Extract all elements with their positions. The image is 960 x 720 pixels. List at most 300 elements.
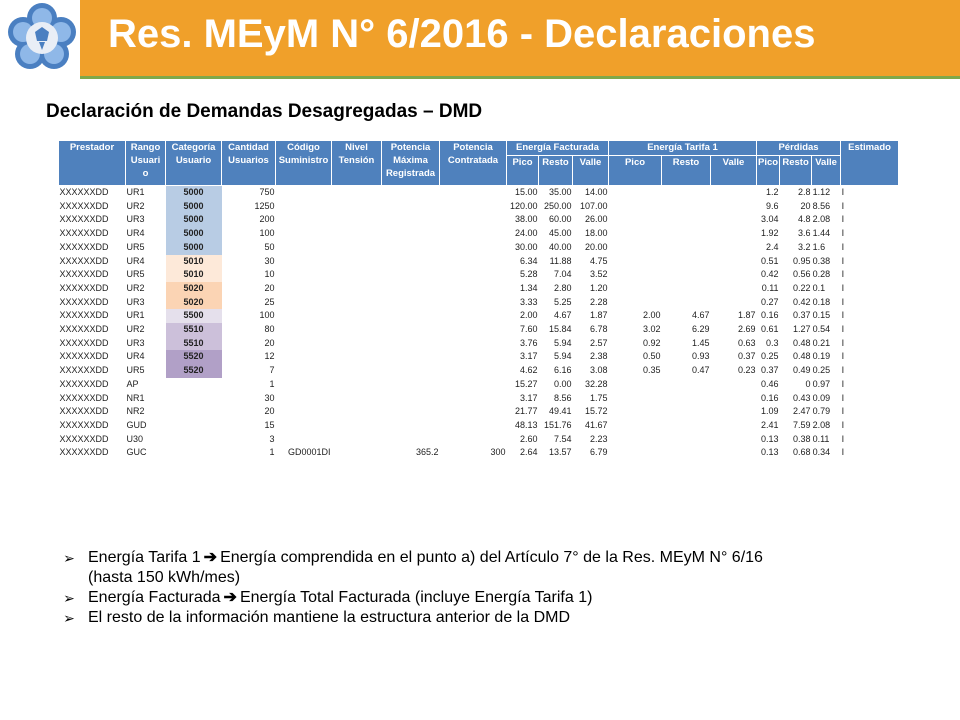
cell-ef-pico: 6.34 (519, 255, 538, 266)
cell-estimado: I (841, 214, 845, 225)
cell-codigo (276, 350, 332, 364)
cell-et-valle: 2.69 (737, 324, 756, 335)
cell-p-resto: 0 (805, 378, 811, 389)
cell-estimado: I (841, 255, 845, 266)
cell-nivel (332, 378, 382, 392)
note-continuation: (hasta 150 kWh/mes) (88, 569, 241, 586)
cell-prestador: XXXXXXDD (59, 378, 109, 389)
cell-ef-valle: 26.00 (584, 214, 608, 225)
cell-ef-resto: 7.04 (553, 269, 572, 280)
cell-potencia-contratada (440, 200, 507, 214)
table-row (59, 433, 899, 447)
cell-estimado: I (841, 433, 845, 444)
table-row (59, 337, 899, 351)
table-row (59, 392, 899, 406)
cell-estimado: I (841, 406, 845, 417)
cell-categoria: 5510 (166, 323, 222, 337)
cell-cantidad: 12 (264, 351, 275, 362)
cell-p-valle: 2.08 (812, 214, 831, 225)
cell-codigo (276, 213, 332, 227)
cell-p-valle: 1.44 (812, 228, 831, 239)
cell-rango: UR3 (126, 337, 145, 348)
cell-p-valle: 0.38 (812, 255, 831, 266)
cell-ef-valle: 107.00 (579, 200, 608, 211)
cell-potencia-maxima (382, 255, 440, 269)
cell-et-valle (711, 433, 757, 447)
cell-et-pico: 0.92 (642, 337, 661, 348)
cell-cantidad: 25 (264, 296, 275, 307)
cell-prestador: XXXXXXDD (59, 269, 109, 280)
cell-potencia-contratada (440, 268, 507, 282)
cell-categoria: 5000 (166, 200, 222, 214)
cell-potencia-maxima (382, 378, 440, 392)
cell-ef-pico: 15.00 (514, 187, 538, 197)
cell-potencia-maxima (382, 392, 440, 406)
cell-estimado: I (841, 187, 845, 197)
cell-potencia-contratada (440, 433, 507, 447)
cell-et-resto: 1.45 (691, 337, 710, 348)
cell-rango: GUD (126, 419, 147, 430)
cell-ef-valle: 6.78 (589, 324, 608, 335)
cell-codigo (276, 405, 332, 419)
cell-categoria (166, 378, 222, 392)
cell-nivel (332, 392, 382, 406)
cell-p-resto: 20 (800, 200, 811, 211)
cell-et-resto (662, 392, 711, 406)
cell-p-resto: 0.42 (793, 296, 811, 307)
cell-et-resto (662, 446, 711, 460)
cell-et-pico (609, 241, 662, 255)
cell-codigo (276, 241, 332, 255)
cell-et-valle (711, 227, 757, 241)
cell-et-valle (711, 282, 757, 296)
dmd-table (58, 140, 899, 460)
cell-estimado: I (841, 228, 845, 239)
cell-p-pico: 0.16 (761, 392, 779, 403)
cell-potencia-contratada (440, 378, 507, 392)
cell-cantidad: 80 (264, 324, 275, 335)
cell-p-valle: 0.34 (812, 447, 831, 458)
cell-p-valle: 0.21 (812, 337, 831, 348)
cell-et-pico (609, 405, 662, 419)
cell-potencia-contratada (440, 282, 507, 296)
header-potencia-contratada: Potencia Contratada (440, 141, 507, 186)
header-ef-valle: Valle (573, 156, 609, 186)
cell-nivel (332, 227, 382, 241)
header-perdidas: Pérdidas (757, 141, 841, 156)
table-row (59, 268, 899, 282)
cell-p-pico: 1.09 (761, 406, 779, 417)
cell-ef-resto: 49.41 (548, 406, 572, 417)
cell-rango: UR5 (126, 241, 145, 252)
cell-prestador: XXXXXXDD (59, 419, 109, 430)
cell-potencia-contratada (440, 241, 507, 255)
cell-cantidad: 30 (264, 255, 275, 266)
cell-codigo (276, 378, 332, 392)
cell-codigo (276, 323, 332, 337)
cell-ef-pico: 2.00 (519, 310, 538, 321)
cell-potencia-contratada: 300 (490, 447, 506, 458)
cell-potencia-contratada (440, 337, 507, 351)
cell-p-resto: 0.43 (793, 392, 811, 403)
cell-prestador: XXXXXXDD (59, 187, 109, 197)
cell-codigo (276, 392, 332, 406)
cell-et-valle: 0.63 (737, 337, 756, 348)
cell-potencia-maxima (382, 350, 440, 364)
cell-ef-resto: 250.00 (543, 200, 572, 211)
note-text: El resto de la información mantiene la estructura anterior de la DMD (88, 609, 570, 626)
header-categoria: Categoría Usuario (166, 141, 222, 186)
cell-p-valle: 0.15 (812, 310, 831, 321)
header-et-valle: Valle (711, 156, 757, 186)
cell-cantidad: 50 (264, 241, 275, 252)
cell-et-resto (662, 186, 711, 200)
cell-et-valle (711, 446, 757, 460)
cell-p-resto: 7.59 (793, 419, 811, 430)
cell-et-valle: 1.87 (737, 310, 756, 321)
cell-p-resto: 0.48 (793, 337, 811, 348)
table-row (59, 296, 899, 310)
cell-ef-pico: 2.60 (519, 433, 538, 444)
cell-prestador: XXXXXXDD (59, 337, 109, 348)
cell-codigo (276, 337, 332, 351)
cell-ef-valle: 3.52 (589, 269, 608, 280)
cell-prestador: XXXXXXDD (59, 324, 109, 335)
cell-p-resto: 2.8 (798, 187, 811, 197)
cell-ef-valle: 1.20 (589, 282, 608, 293)
cell-rango: UR2 (126, 282, 145, 293)
cell-et-resto (662, 255, 711, 269)
cell-potencia-maxima: 365.2 (415, 447, 439, 458)
cell-et-resto (662, 200, 711, 214)
cell-potencia-maxima (382, 323, 440, 337)
notes-list (62, 548, 763, 628)
cell-ef-pico: 15.27 (514, 378, 538, 389)
cell-prestador: XXXXXXDD (59, 200, 109, 211)
arrow-bullet-icon: ➢ (63, 610, 75, 626)
table-row (59, 378, 899, 392)
cell-nivel (332, 282, 382, 296)
cell-et-pico (609, 419, 662, 433)
cell-et-pico (609, 268, 662, 282)
cell-estimado: I (841, 241, 845, 252)
cell-et-pico (609, 200, 662, 214)
cell-p-valle: 0.28 (812, 269, 831, 280)
cell-prestador: XXXXXXDD (59, 351, 109, 362)
cell-ef-pico: 3.76 (519, 337, 538, 348)
note-item (62, 548, 763, 568)
table-row (59, 309, 899, 323)
cell-ef-resto: 60.00 (548, 214, 572, 225)
cell-estimado: I (841, 378, 845, 389)
cell-p-resto: 0.22 (793, 282, 811, 293)
cell-nivel (332, 255, 382, 269)
cell-cantidad: 15 (264, 419, 275, 430)
cell-codigo (276, 227, 332, 241)
cell-nivel (332, 200, 382, 214)
cell-p-resto: 2.47 (793, 406, 811, 417)
cell-potencia-contratada (440, 364, 507, 378)
cell-et-pico (609, 392, 662, 406)
cell-codigo (276, 255, 332, 269)
cell-cantidad: 1250 (254, 200, 275, 211)
cell-nivel (332, 350, 382, 364)
cell-ef-valle: 3.08 (589, 365, 608, 376)
header-cantidad: Cantidad Usuarios (222, 141, 276, 186)
cell-estimado: I (841, 296, 845, 307)
cell-codigo: GD0001DI (287, 447, 331, 458)
cell-cantidad: 7 (269, 365, 275, 376)
cell-p-valle: 1.6 (812, 241, 826, 252)
cell-estimado: I (841, 200, 845, 211)
cell-codigo (276, 282, 332, 296)
cell-p-resto: 0.49 (793, 365, 811, 376)
cell-prestador: XXXXXXDD (59, 228, 109, 239)
cell-prestador: XXXXXXDD (59, 392, 109, 403)
cell-nivel (332, 364, 382, 378)
header-et-resto: Resto (662, 156, 711, 186)
cell-potencia-maxima (382, 419, 440, 433)
cell-nivel (332, 405, 382, 419)
cell-p-pico: 0.51 (761, 255, 779, 266)
table-row (59, 213, 899, 227)
cell-prestador: XXXXXXDD (59, 296, 109, 307)
cell-et-resto (662, 268, 711, 282)
cell-cantidad: 750 (259, 187, 275, 197)
cell-categoria: 5000 (166, 241, 222, 255)
cell-et-pico: 0.50 (642, 351, 661, 362)
right-arrow-icon: ➔ (223, 589, 237, 606)
cell-codigo (276, 296, 332, 310)
cell-rango: UR1 (126, 310, 145, 321)
cell-potencia-maxima (382, 364, 440, 378)
cell-et-valle (711, 392, 757, 406)
cell-codigo (276, 200, 332, 214)
cell-ef-resto: 4.67 (553, 310, 572, 321)
cell-p-pico: 0.3 (766, 337, 779, 348)
header-p-pico: Pico (757, 156, 780, 186)
cell-ef-valle: 14.00 (584, 187, 608, 197)
cell-et-valle (711, 186, 757, 200)
cell-ef-resto: 45.00 (548, 228, 572, 239)
cell-cantidad: 1 (269, 447, 275, 458)
cell-ef-pico: 3.17 (519, 392, 538, 403)
cell-p-resto: 1.27 (793, 324, 811, 335)
cell-p-pico: 0.61 (761, 324, 779, 335)
cell-et-pico: 2.00 (642, 310, 661, 321)
note-definition: Energía comprendida en el punto a) del Artículo 7° de la Res. MEyM N° 6/16 (220, 549, 763, 566)
cell-rango: UR2 (126, 200, 145, 211)
cell-ef-valle: 41.67 (584, 419, 608, 430)
cell-potencia-maxima (382, 309, 440, 323)
section-subtitle: Declaración de Demandas Desagregadas – DMD (46, 101, 483, 122)
cell-rango: UR4 (126, 351, 145, 362)
cell-potencia-contratada (440, 405, 507, 419)
note-text: Energía Facturada (88, 589, 221, 606)
cell-ef-pico: 5.28 (519, 269, 538, 280)
cell-categoria: 5520 (166, 364, 222, 378)
cell-prestador: XXXXXXDD (59, 214, 109, 225)
cell-ef-valle: 1.87 (589, 310, 608, 321)
cell-p-valle: 0.54 (812, 324, 831, 335)
cell-p-pico: 1.92 (761, 228, 779, 239)
cell-ef-resto: 35.00 (548, 187, 572, 197)
cell-nivel (332, 241, 382, 255)
cell-estimado: I (841, 324, 845, 335)
cell-categoria (166, 446, 222, 460)
cell-nivel (332, 186, 382, 200)
cell-rango: UR4 (126, 255, 145, 266)
cell-p-resto: 3.2 (798, 241, 811, 252)
cell-categoria: 5000 (166, 227, 222, 241)
cell-ef-pico: 120.00 (509, 200, 538, 211)
cell-et-resto (662, 378, 711, 392)
header-divider (80, 76, 960, 79)
cell-ef-valle: 1.75 (589, 392, 608, 403)
cell-prestador: XXXXXXDD (59, 241, 109, 252)
cell-potencia-maxima (382, 268, 440, 282)
cell-et-valle: 0.23 (737, 365, 756, 376)
cell-nivel (332, 213, 382, 227)
cell-potencia-maxima (382, 405, 440, 419)
cell-rango: NR1 (126, 392, 145, 403)
cell-rango: UR1 (126, 187, 145, 197)
cell-et-valle (711, 268, 757, 282)
cell-nivel (332, 323, 382, 337)
cell-potencia-maxima (382, 337, 440, 351)
cell-categoria (166, 392, 222, 406)
page-title: Res. MEyM N° 6/2016 - Declaraciones (108, 12, 816, 56)
note-definition: Energía Total Facturada (incluye Energía Tarifa 1) (239, 589, 593, 606)
cell-ef-valle: 2.23 (589, 433, 608, 444)
cell-p-pico: 9.6 (766, 200, 779, 211)
cell-et-pico (609, 433, 662, 447)
cell-potencia-contratada (440, 227, 507, 241)
arrow-bullet-icon: ➢ (63, 590, 75, 606)
cell-potencia-maxima (382, 241, 440, 255)
cell-potencia-contratada (440, 296, 507, 310)
note-text: Energía Tarifa 1 (88, 549, 201, 566)
cell-et-valle: 0.37 (737, 351, 756, 362)
header-estimado: Estimado (841, 141, 899, 186)
cell-cantidad: 200 (259, 214, 275, 225)
header-rango: Rango Usuari o (126, 141, 166, 186)
cell-categoria: 5520 (166, 350, 222, 364)
cell-et-resto: 4.67 (691, 310, 710, 321)
cell-codigo (276, 364, 332, 378)
cell-p-resto: 0.68 (793, 447, 811, 458)
cell-potencia-contratada (440, 186, 507, 200)
cell-p-pico: 0.27 (761, 296, 779, 307)
cell-cantidad: 3 (269, 433, 275, 444)
cell-categoria: 5000 (166, 213, 222, 227)
cell-ef-resto: 15.84 (548, 324, 572, 335)
cell-et-pico (609, 213, 662, 227)
cell-estimado: I (841, 419, 845, 430)
cell-et-pico (609, 296, 662, 310)
cell-ef-pico: 21.77 (514, 406, 538, 417)
cell-p-valle: 1.12 (812, 187, 831, 197)
cell-nivel (332, 296, 382, 310)
cell-potencia-maxima (382, 186, 440, 200)
cell-p-pico: 2.4 (766, 241, 779, 252)
cell-ef-pico: 4.62 (519, 365, 538, 376)
cell-rango: AP (126, 378, 139, 389)
cell-p-resto: 0.37 (793, 310, 811, 321)
cell-p-valle: 0.18 (812, 296, 831, 307)
cell-p-pico: 0.11 (761, 282, 779, 293)
cell-estimado: I (841, 269, 845, 280)
cell-et-resto (662, 296, 711, 310)
cell-prestador: XXXXXXDD (59, 310, 109, 321)
cell-et-resto (662, 241, 711, 255)
cell-categoria: 5020 (166, 296, 222, 310)
cell-cantidad: 100 (259, 310, 275, 321)
header-nivel: Nivel Tensión (332, 141, 382, 186)
header-potencia-maxima: Potencia Máxima Registrada (382, 141, 440, 186)
note-item (62, 588, 763, 608)
cell-et-pico (609, 255, 662, 269)
cell-potencia-contratada (440, 213, 507, 227)
cell-estimado: I (841, 351, 845, 362)
table-row (59, 419, 899, 433)
cell-rango: UR5 (126, 365, 145, 376)
cell-rango: UR3 (126, 214, 145, 225)
cell-p-resto: 3.6 (798, 228, 811, 239)
cell-p-pico: 0.42 (761, 269, 779, 280)
cell-ef-valle: 6.79 (589, 447, 608, 458)
cell-et-resto (662, 405, 711, 419)
cell-ef-resto: 5.94 (553, 337, 572, 348)
cell-p-valle: 0.79 (812, 406, 831, 417)
cell-et-pico (609, 282, 662, 296)
cell-ef-pico: 3.33 (519, 296, 538, 307)
cell-estimado: I (841, 337, 845, 348)
right-arrow-icon: ➔ (203, 549, 218, 566)
cell-ef-pico: 7.60 (519, 324, 538, 335)
cell-p-pico: 0.37 (761, 365, 779, 376)
table-row (59, 227, 899, 241)
cell-rango: UR4 (126, 228, 145, 239)
cell-categoria (166, 405, 222, 419)
cell-ef-pico: 3.17 (519, 351, 538, 362)
table-row (59, 323, 899, 337)
cell-et-valle (711, 241, 757, 255)
header-prestador: Prestador (59, 141, 126, 186)
cell-et-pico (609, 378, 662, 392)
cell-potencia-maxima (382, 200, 440, 214)
cell-estimado: I (841, 392, 845, 403)
cell-p-pico: 1.2 (766, 187, 779, 197)
cell-cantidad: 30 (264, 392, 275, 403)
cell-et-resto: 6.29 (691, 324, 710, 335)
cell-et-pico: 3.02 (642, 324, 661, 335)
cell-et-valle (711, 419, 757, 433)
cell-potencia-contratada (440, 323, 507, 337)
cell-potencia-contratada (440, 255, 507, 269)
cell-ef-resto: 11.88 (549, 255, 572, 266)
cell-et-valle (711, 255, 757, 269)
header-et-pico: Pico (609, 156, 662, 186)
header-codigo: Código Suministro (276, 141, 332, 186)
cell-ef-pico: 38.00 (514, 214, 538, 225)
cell-ef-resto: 7.54 (553, 433, 572, 444)
cell-p-valle: 2.08 (812, 419, 831, 430)
header-ef-resto: Resto (539, 156, 573, 186)
cell-nivel (332, 309, 382, 323)
cell-rango: U30 (126, 433, 144, 444)
cell-p-valle: 0.25 (812, 365, 831, 376)
